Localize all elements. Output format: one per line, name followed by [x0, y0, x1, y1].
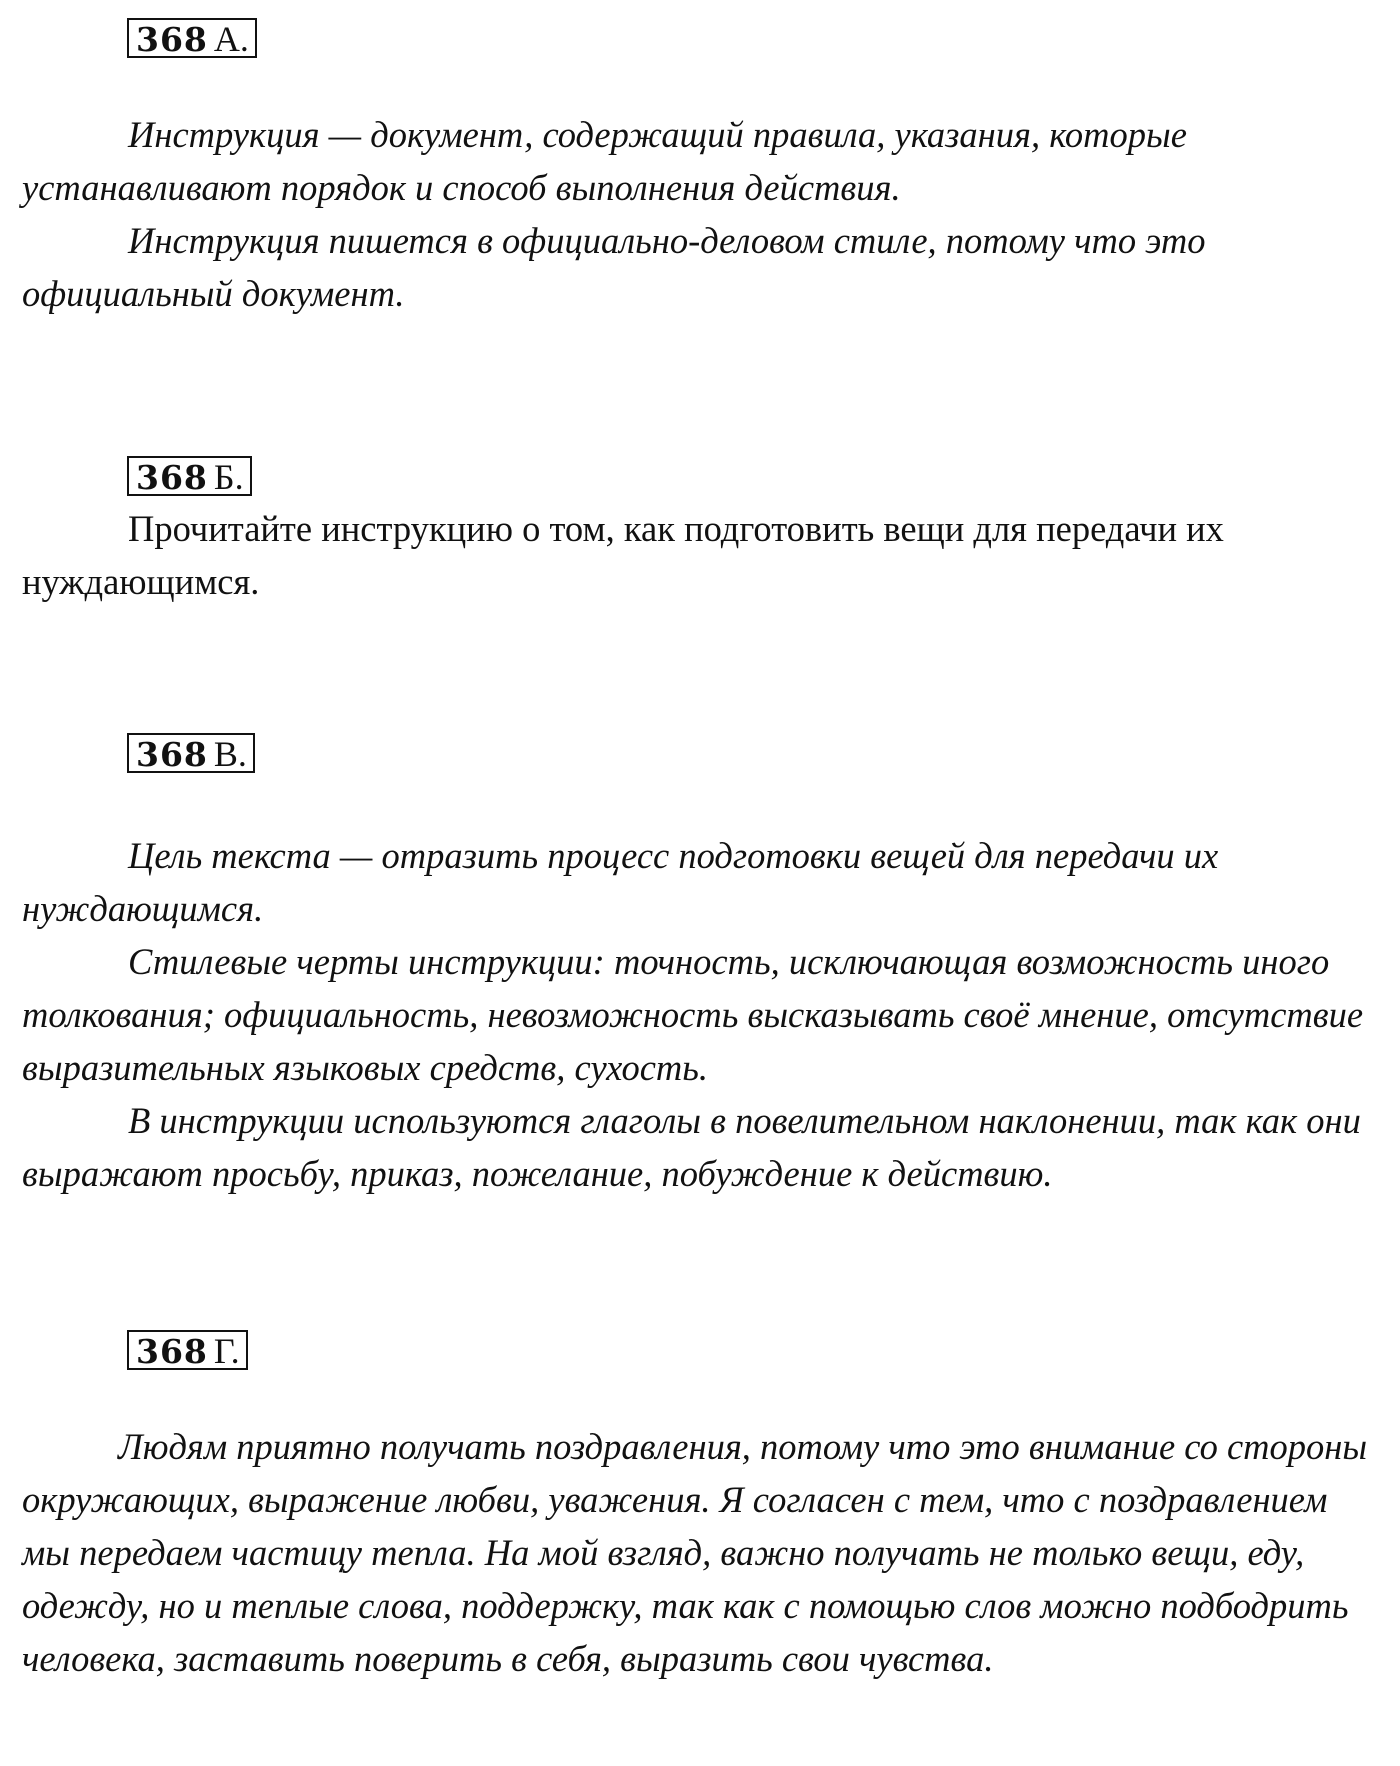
paragraph: Инструкция — документ, содержащий правила, указания, которые устанавливают порядок и способ выполнения действия. — [22, 114, 1187, 208]
exercise-letter: Б. — [213, 457, 244, 497]
exercise-letter: В. — [213, 734, 247, 774]
exercise-368-g — [22, 1326, 1382, 1685]
exercise-368-v — [22, 729, 1382, 1200]
exercise-number: 368 — [136, 20, 208, 59]
paragraph: Стилевые черты инструкции: точность, исключающая возможность иного толкования; официальность, невозможность высказывать своё мнение, отсутствие выразительных языковых средств, сухость. — [22, 941, 1364, 1088]
exercise-letter: Г. — [213, 1331, 240, 1371]
exercise-368-a — [22, 14, 1382, 320]
exercise-number: 368 — [136, 1332, 208, 1371]
exercise-number: 368 — [136, 458, 208, 497]
exercise-number: 368 — [136, 735, 208, 774]
exercise-label — [127, 1330, 248, 1370]
exercise-label — [127, 18, 257, 58]
exercise-label — [127, 733, 255, 773]
paragraph: Прочитайте инструкцию о том, как подготовить вещи для передачи их нуждающимся. — [22, 508, 1224, 602]
exercise-label — [127, 456, 252, 496]
exercise-368-b — [22, 452, 1382, 608]
paragraph: Инструкция пишется в официально-деловом стиле, потому что это официальный документ. — [22, 220, 1206, 314]
paragraph: В инструкции используются глаголы в повелительном наклонении, так как они выражают просьбу, приказ, пожелание, побуждение к действию. — [22, 1100, 1361, 1194]
exercise-letter: А. — [213, 19, 249, 59]
paragraph: Людям приятно получать поздравления, потому что это внимание со стороны окружающих, выражение любви, уважения. Я согласен с тем, что с поздравлением мы передаем частицу тепла. На мой взгляд, важно получать не только вещи, еду, одежду, но и теплые слова, поддержку, так как с помощью слов можно подбодрить человека, заставить поверить в себя, выразить свои чувства. — [22, 1426, 1368, 1679]
paragraph: Цель текста — отразить процесс подготовки вещей для передачи их нуждающимся. — [22, 835, 1219, 929]
